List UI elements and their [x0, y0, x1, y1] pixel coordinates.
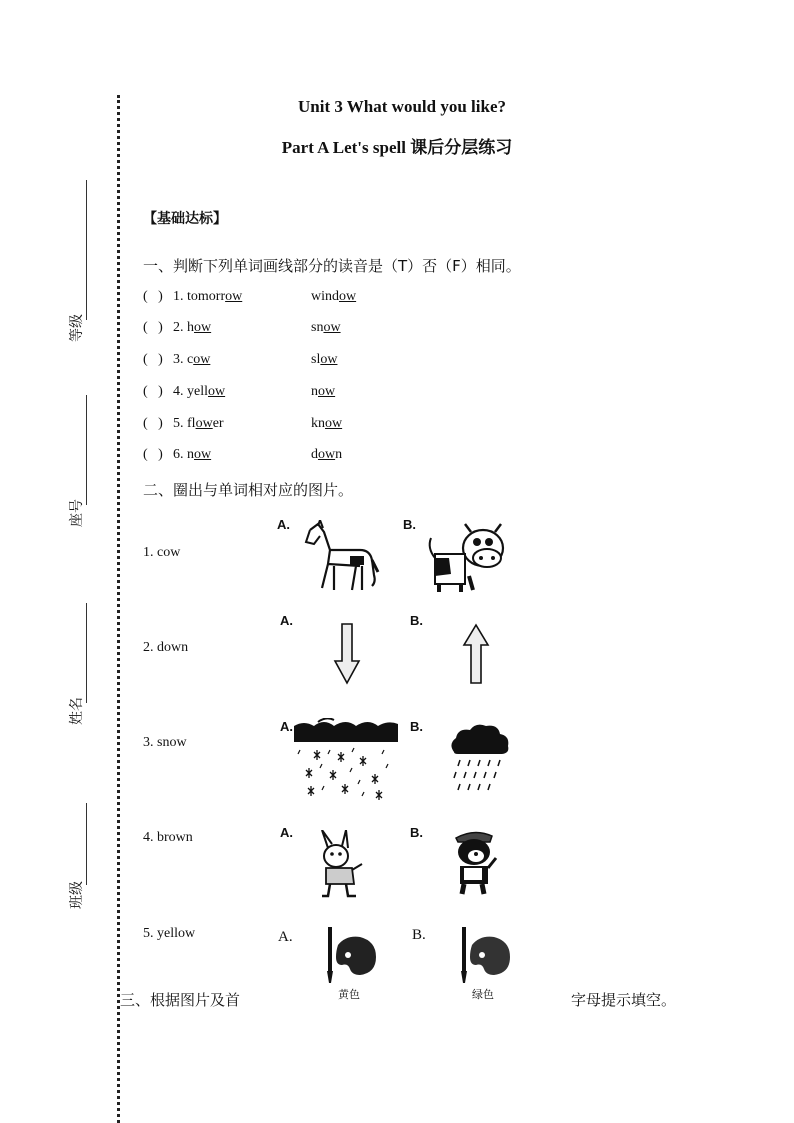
list-item: ( ) 2. how snow: [143, 320, 341, 335]
palette-icon[interactable]: [456, 927, 512, 985]
rain-icon[interactable]: [446, 722, 512, 796]
name-field: [66, 603, 96, 743]
name-field-line: [86, 603, 87, 703]
page-subtitle: Part A Let's spell 课后分层练习: [281, 138, 513, 157]
list-item: ( ) 6. now down: [143, 447, 343, 462]
option-b-label: B.: [410, 825, 423, 840]
answer-blank[interactable]: ( ): [143, 320, 163, 335]
caption-green: 绿色: [472, 988, 494, 1001]
question-snow: 3. snow: [143, 735, 187, 750]
answer-blank[interactable]: ( ): [143, 447, 163, 462]
question-brown: 4. brown: [143, 830, 193, 845]
answer-blank[interactable]: ( ): [143, 289, 163, 304]
option-a-label: A.: [278, 929, 293, 945]
arrow-up-icon[interactable]: [462, 623, 490, 685]
list-item: ( ) 5. flower know: [143, 416, 343, 431]
grade-field: [66, 180, 96, 345]
option-a-label: A.: [280, 719, 293, 734]
option-b-label: B.: [403, 517, 416, 532]
answer-blank[interactable]: ( ): [143, 352, 163, 367]
class-field-line: [86, 803, 87, 885]
part3-heading-end: 字母提示填空。: [571, 991, 677, 1009]
list-item: ( ) 1. tomorrow window: [143, 289, 357, 304]
part1-heading: 一、判断下列单词画线部分的读音是（T）否（F）相同。: [143, 257, 521, 275]
answer-blank[interactable]: ( ): [143, 384, 163, 399]
option-a-label: A.: [280, 825, 293, 840]
answer-blank[interactable]: ( ): [143, 416, 163, 431]
option-b-label: B.: [410, 719, 423, 734]
seat-number-field-label: 座号: [69, 499, 85, 527]
class-field-label: 班级: [69, 881, 85, 909]
section-basic-label: 【基础达标】: [143, 211, 227, 227]
arrow-down-icon[interactable]: [333, 623, 361, 685]
grade-field-label: 等级: [69, 314, 85, 342]
part3-heading-start: 三、根据图片及首: [120, 991, 241, 1009]
part2-heading: 二、圈出与单词相对应的图片。: [143, 481, 354, 499]
snow-icon[interactable]: [294, 718, 398, 800]
option-a-label: A.: [280, 613, 293, 628]
bear-icon[interactable]: [450, 828, 500, 898]
question-down: 2. down: [143, 640, 189, 655]
seat-number-field: [66, 395, 96, 535]
option-b-label: B.: [412, 927, 426, 943]
horse-icon[interactable]: [300, 520, 380, 596]
cow-icon[interactable]: [425, 518, 509, 596]
question-yellow: 5. yellow: [143, 926, 196, 941]
class-field: [66, 803, 96, 933]
seat-number-field-line: [86, 395, 87, 505]
option-b-label: B.: [410, 613, 423, 628]
grade-field-line: [86, 180, 87, 320]
name-field-label: 姓名: [69, 697, 85, 725]
question-cow: 1. cow: [143, 545, 181, 560]
list-item: ( ) 3. cow slow: [143, 352, 338, 367]
list-item: ( ) 4. yellow now: [143, 384, 336, 399]
option-a-label: A.: [277, 517, 290, 532]
page-title: Unit 3 What would you like?: [298, 97, 506, 116]
rabbit-icon[interactable]: [312, 830, 370, 900]
caption-yellow: 黄色: [338, 988, 360, 1001]
binding-dotted-line: [117, 95, 120, 1123]
palette-icon[interactable]: [322, 927, 378, 985]
